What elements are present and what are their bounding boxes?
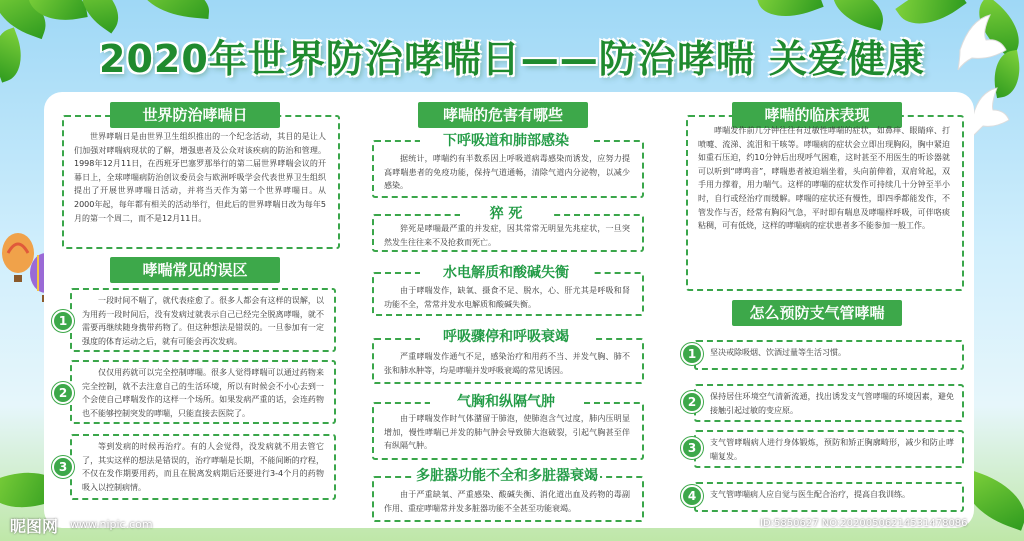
prevention-number-4: 4: [681, 485, 703, 507]
hazard-title-6: 多脏器功能不全和多脏器衰竭: [414, 465, 600, 487]
hazard-text-4: 严重哮喘发作通气不足，感染治疗和用药不当、并发气胸、肺不张和肺水肿等，均是哮喘并发呼吸衰竭的常见诱因。: [384, 352, 630, 375]
misconception-text-2: 仅仅用药就可以完全控制哮喘。很多人觉得哮喘可以通过药物来完全控制，就不去注意自己的生活环境，所以有时候会不小心去到一个会使自己哮喘发作的这样一个场所。如果发病严重的话，会连药物也不能够控制突发的哮喘，只能直接去医院了。: [82, 368, 324, 418]
world-asthma-day-text: 世界哮喘日是由世界卫生组织推出的一个纪念活动，其目的是让人们加强对哮喘病现状的了解，增强患者及公众对该疾病的防治和管理。1998年12月11日，在西班牙巴塞罗那举行的第二届世界哮喘会议的开幕日上，全球哮喘病防治创议委员会与欧洲呼吸学会代表世界卫生组织提出了开展世界哮喘日活动，并将当天作为第一个世界哮喘日。从2000年起，每年都有相关的活动举行，但此后的世界哮喘日改为每年5月的第一个周二，而不是12月11日。: [74, 132, 326, 223]
hazard-title-4: 呼吸骤停和呼吸衰竭: [420, 326, 592, 348]
hazard-text-1: 据统计，哮喘约有半数系因上呼吸道病毒感染而诱发，应努力提高哮喘患者的免疫功能，保持气道通畅，清除气道内分泌物，以减少感染。: [384, 154, 630, 191]
prevention-header: 怎么预防支气管哮喘: [732, 300, 902, 326]
hazard-text-3: 由于哮喘发作，缺氧、摄食不足、脱水，心、肝尤其是呼吸和肾功能不全，常常并发水电解质和酸碱失衡。: [384, 286, 630, 309]
world-asthma-day-header: 世界防治哮喘日: [110, 102, 280, 128]
hazard-title-3: 水电解质和酸碱失衡: [420, 262, 592, 284]
hazard-title-1: 下呼吸道和肺部感染: [420, 130, 592, 152]
prevention-text-3: 支气管哮喘病人进行身体锻炼，预防和矫正胸廓畸形，减少和防止哮喘复发。: [710, 438, 954, 461]
watermark-id: ID:5850627 NO:20200506214531478086: [760, 518, 968, 529]
symptoms-header: 哮喘的临床表现: [732, 102, 902, 128]
prevention-number-1: 1: [681, 343, 703, 365]
prevention-number-3: 3: [681, 437, 703, 459]
hazards-header: 哮喘的危害有哪些: [418, 102, 588, 128]
prevention-number-2: 2: [681, 391, 703, 413]
hazard-text-6: 由于严重缺氧、严重感染、酸碱失衡、消化道出血及药物的毒副作用、重症哮喘常并发多脏器功能不全甚至功能衰竭。: [384, 490, 630, 513]
hazard-title-5: 气胸和纵隔气肿: [430, 391, 582, 413]
misconception-number-1: 1: [52, 310, 74, 332]
misconception-text-3: 等到发病的时候再治疗。有的人会觉得，没发病就不用去管它了，其实这样的想法是错误的，治疗哮喘是长期，不能间断的疗程，不仅在发作期要用药，而且在脱离发病期后还要进行3-4个月的药物吸入以控制病情。: [82, 442, 324, 492]
page-title: 2020年世界防治哮喘日——防治哮喘 关爱健康: [99, 37, 925, 81]
prevention-text-2: 保持居住环境空气清新流通，找出诱发支气管哮喘的环境因素，避免接触引起过敏的变应原。: [710, 392, 954, 415]
symptoms-text: 哮喘发作前几分钟往往有过敏性哮喘的症状，如鼻痒、眼睛痒、打喷嚏、流涕、流泪和干咳等。哮喘病的症状会立即出现胸闷，胸中紧迫如重石压迫，约10分钟后出现呼气困难，这时甚至不用医生的听诊器就可以听到“哮鸣音”，哮喘患者被迫端坐着，头向前伸着，双肩耸起，双手用力撑着，用力喘气。这样的哮喘的症状发作可持续几十分钟至半小时，自行或经治疗而缓解。哮喘的症状还有慢性，即四季都能发作，不管发作与否，经常有胸闷气急，平时即有喘息及哮喘样呼吸，可伴咯痰粘稠，可有低烧，这样的哮喘病的症状患者多不能参加一般工作。: [698, 126, 950, 231]
hazard-title-2: 猝 死: [460, 203, 552, 225]
watermark-site: www.nipic.com: [70, 518, 153, 531]
prevention-text-4: 支气管哮喘病人应自觉与医生配合治疗，提高自我训练。: [710, 490, 910, 499]
misconceptions-header: 哮喘常见的误区: [110, 257, 280, 283]
hazard-text-5: 由于哮喘发作时气体潴留于肺泡，使肺泡含气过度，肺内压明显增加，慢性哮喘已并发的肺气肿会导致肺大泡破裂，引起气胸甚至伴有纵隔气肿。: [384, 414, 630, 451]
misconception-text-1: 一段时间不喘了，就代表痊愈了。很多人都会有这样的误解，以为用药一段时间后，没有发病过就表示自己已经完全脱离哮喘，就不需要再继续随身携带药物了。但这种想法是错误的。一旦参加有一定强度的体育运动之后，就有可能会再次发病。: [82, 296, 324, 346]
misconception-number-2: 2: [52, 382, 74, 404]
watermark-logo: 昵图网: [10, 517, 59, 536]
misconception-number-3: 3: [52, 456, 74, 478]
prevention-text-1: 坚决戒除吸烟、饮酒过量等生活习惯。: [710, 348, 846, 357]
hazard-text-2: 猝死是哮喘最严重的并发症，因其常常无明显先兆症状，一旦突然发生往往来不及抢救而死亡。: [384, 224, 630, 247]
